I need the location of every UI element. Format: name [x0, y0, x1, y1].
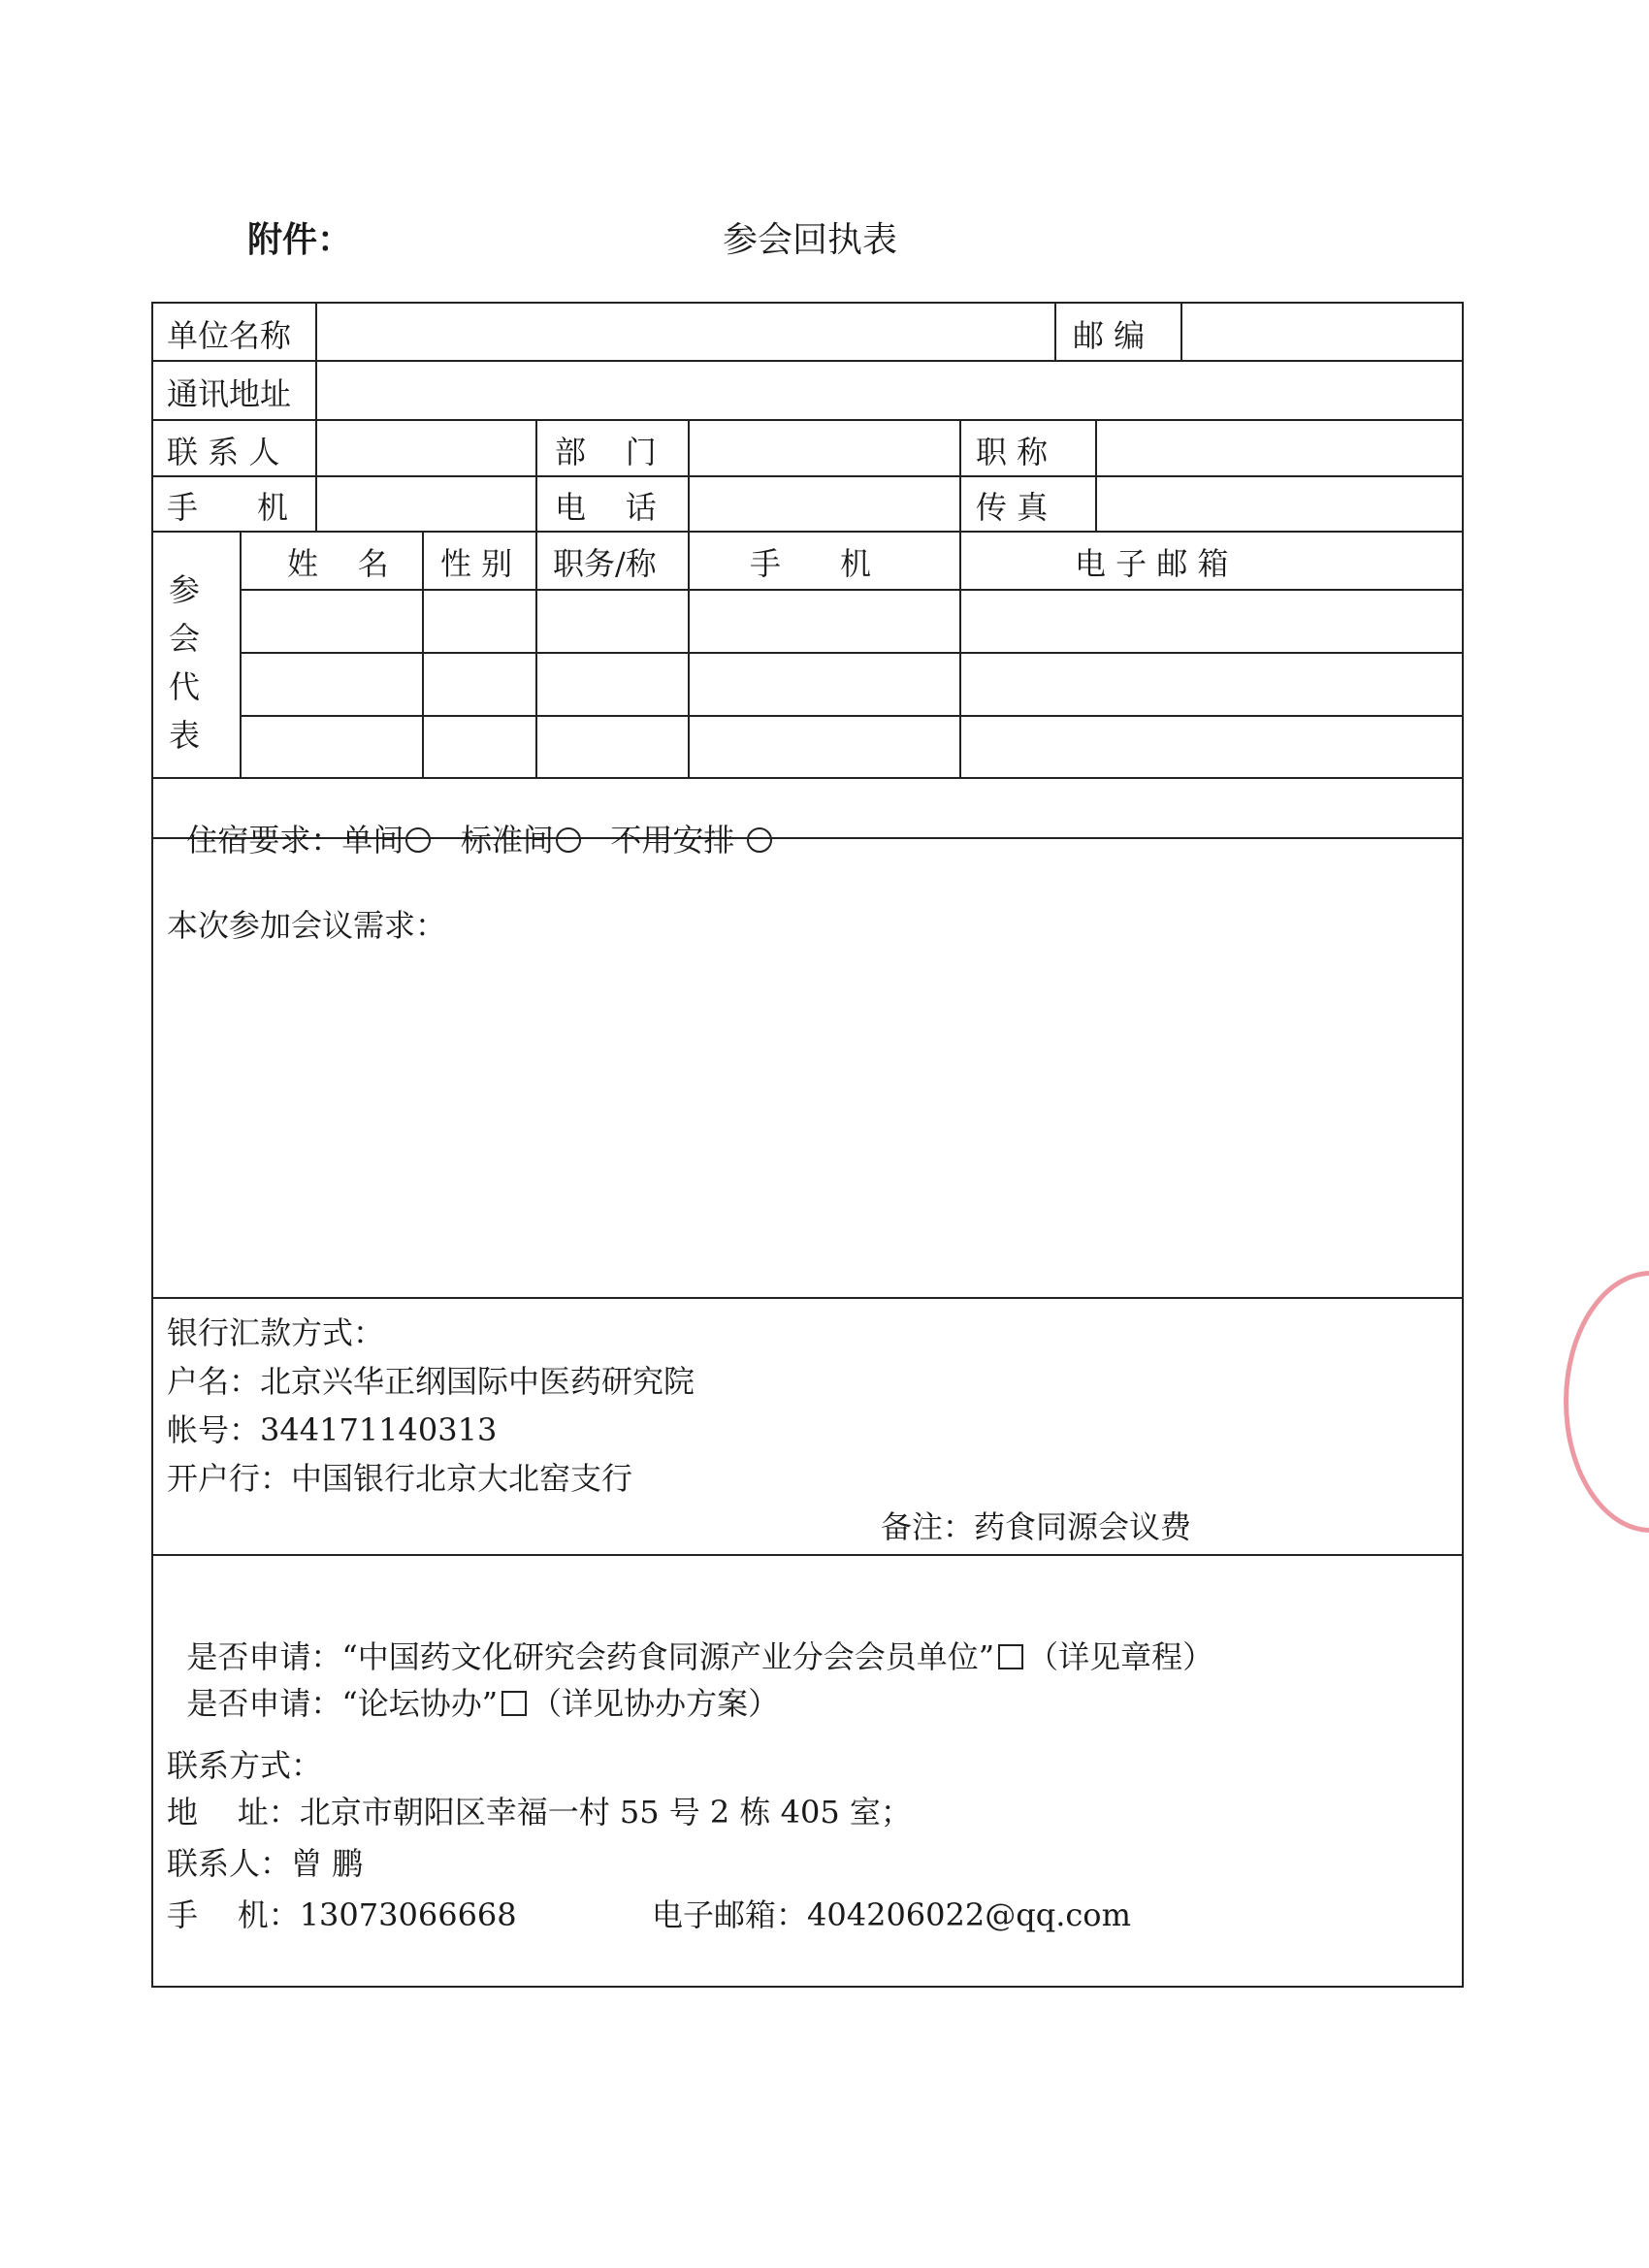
lodging-label: 住宿要求：	[186, 822, 342, 859]
form-title: 参会回执表	[723, 220, 898, 260]
contact-label: 联 系 人	[167, 434, 280, 470]
lodging-option-standard: 标准间	[460, 822, 554, 859]
col-header-email: 电 子 邮 箱	[1075, 545, 1229, 582]
postcode-label: 邮 编	[1073, 317, 1146, 354]
apply-member-text: 是否申请：“中国药文化研究会药食同源产业分会会员单位”	[186, 1638, 995, 1675]
lodging-standard-radio[interactable]	[556, 827, 581, 853]
col-header-mobile: 手 机	[750, 545, 872, 582]
needs-field[interactable]	[156, 960, 1459, 1290]
mobile-field[interactable]	[320, 480, 533, 528]
delegates-side-char: 代	[168, 668, 200, 705]
col-header-position: 职务/称	[553, 545, 657, 582]
contact-email: 电子邮箱：404206022@qq.com	[652, 1896, 1131, 1933]
lodging-none-radio[interactable]	[747, 827, 772, 853]
unit-name-field[interactable]	[320, 307, 1051, 357]
attachment-label: 附件：	[247, 220, 353, 260]
apply-member-checkbox[interactable]	[998, 1644, 1023, 1669]
fax-label: 传 真	[976, 489, 1049, 526]
phone-label: 电 话	[555, 489, 657, 526]
phone-field[interactable]	[693, 480, 956, 528]
job-title-field[interactable]	[1100, 424, 1459, 472]
lodging-option-single: 单间	[341, 822, 404, 859]
department-label: 部 门	[555, 434, 657, 470]
bank-account-name: 户名：北京兴华正纲国际中医药研究院	[167, 1363, 695, 1400]
col-header-name: 姓 名	[287, 545, 389, 582]
delegates-side-char: 参	[168, 571, 200, 608]
bank-account-number: 帐号：344171140313	[167, 1411, 498, 1448]
apply-coorganizer-checkbox[interactable]	[501, 1691, 527, 1716]
job-title-label: 职 称	[976, 434, 1049, 470]
apply-coorganizer-note: （详见协办方案）	[531, 1685, 780, 1722]
address-field[interactable]	[320, 365, 1459, 416]
apply-coorganizer-line	[167, 1657, 780, 1722]
delegate-row-1[interactable]	[244, 594, 1459, 649]
contact-mobile: 手 机：13073066668	[167, 1896, 517, 1933]
lodging-row	[167, 794, 772, 859]
unit-name-label: 单位名称	[167, 317, 292, 354]
col-header-gender: 性 别	[440, 545, 513, 582]
postcode-field[interactable]	[1185, 307, 1459, 357]
delegates-side-char: 会	[168, 620, 200, 657]
contact-field[interactable]	[320, 424, 533, 472]
address-label: 通讯地址	[167, 375, 292, 412]
bank-heading: 银行汇款方式：	[167, 1314, 385, 1351]
bank-branch: 开户行：中国银行北京大北窑支行	[167, 1460, 633, 1497]
contact-person: 联系人：曾 鹏	[167, 1845, 364, 1882]
delegate-row-3[interactable]	[244, 720, 1459, 774]
bank-note: 备注：药食同源会议费	[881, 1508, 1192, 1545]
contact-heading: 联系方式：	[167, 1747, 323, 1784]
lodging-option-none: 不用安排	[610, 822, 735, 859]
delegate-row-2[interactable]	[244, 657, 1459, 712]
delegates-side-label	[165, 566, 204, 760]
needs-label: 本次参加会议需求：	[167, 907, 447, 944]
contact-address: 地 址：北京市朝阳区幸福一村 55 号 2 栋 405 室；	[167, 1794, 912, 1831]
delegates-side-char: 表	[168, 717, 200, 754]
fax-field[interactable]	[1100, 480, 1459, 528]
lodging-single-radio[interactable]	[405, 827, 431, 853]
apply-coorganizer-text: 是否申请：“论坛协办”	[186, 1685, 499, 1722]
department-field[interactable]	[693, 424, 956, 472]
apply-member-note: （详见章程）	[1027, 1638, 1214, 1675]
mobile-label: 手 机	[167, 489, 289, 526]
